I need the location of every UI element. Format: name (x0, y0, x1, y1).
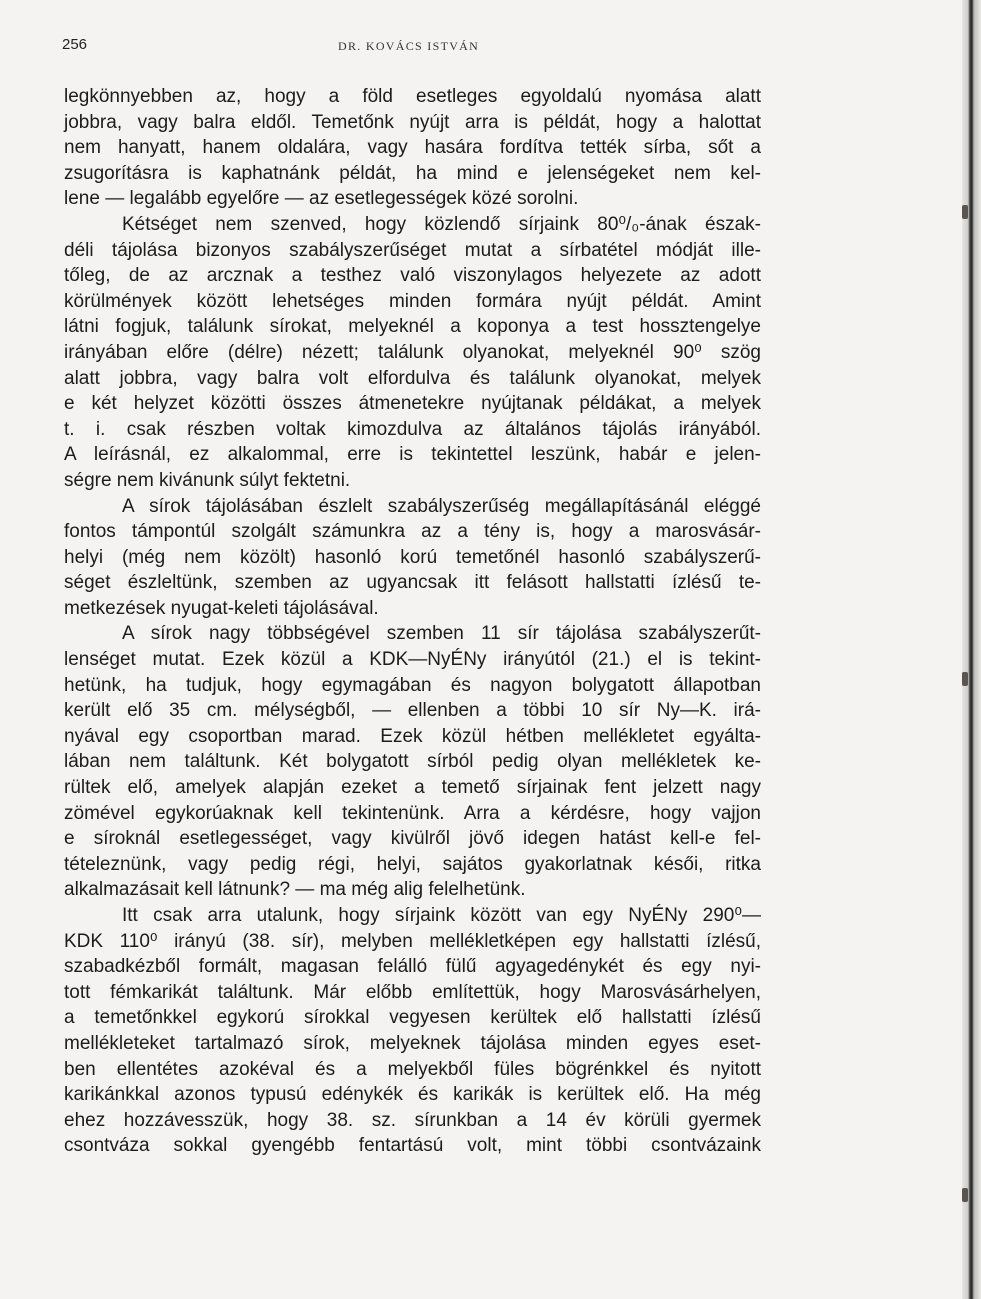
text-line: legkönnyebben az, hogy a föld esetleges egyoldalú nyomása alatt (64, 86, 761, 107)
text-line: a temetőnkkel egykorú sírokkal vegyesen kerültek elő hallstatti ízlésű (64, 1007, 761, 1029)
text-line: fontos támpontúl szolgált számunkra az a tény is, hogy a marosvásár- (64, 521, 761, 543)
text-line: lene — legalább egyelőre — az esetlegességek közé sorolni. (64, 188, 579, 210)
text-line: lában nem találtunk. Két bolygatott sírból pedig olyan mellékletek ke- (64, 751, 761, 773)
text-line: nyával egy csoportban marad. Ezek közül hétben mellékletet egyálta- (64, 725, 761, 747)
text-line: mellékleteket tartalmazó sírok, melyeknek tájolása minden egyes eset- (64, 1032, 761, 1054)
text-line: irányában előre (délre) nézett; találunk olyanokat, melyeknél 90⁰ szög (64, 341, 761, 363)
text-line: tott fémkarikát találtunk. Már előbb említettük, hogy Marosvásárhelyen, (64, 981, 761, 1003)
paragraph (64, 621, 761, 903)
text-line: hetünk, ha tudjuk, hogy egymagában és nagyon bolygatott állapotban (64, 674, 761, 696)
text-line: zsugorításra is kaphatnánk példát, ha mind e jelenségeket nem kel- (64, 162, 761, 184)
text-line: szabadkézből formált, magasan felálló fülű agyagedénykét és egy nyi- (64, 956, 761, 978)
page-header (62, 36, 762, 58)
text-line: került elő 35 cm. mélységből, — ellenben a többi 10 sír Ny—K. irá- (64, 700, 761, 722)
binding-mark (962, 672, 968, 686)
text-line: séget észleltünk, szemben az ugyancsak itt felásott hallstatti ízlésű te- (64, 572, 761, 594)
text-line: látni fogjuk, találunk sírokat, melyeknél a koponya a test hossztengelye (64, 316, 761, 338)
text-line: nem hanyatt, hanem oldalára, vagy hasára fordítva tették sírba, sőt a (64, 137, 761, 159)
body-text (64, 84, 761, 1159)
text-line: ehez hozzávesszük, hogy 38. sz. sírunkban a 14 év körüli gyermek (64, 1109, 761, 1131)
running-head: DR. KOVÁCS ISTVÁN (338, 39, 480, 53)
text-line: csontváza sokkal gyengébb fentartású volt, mint többi csontvázaink (64, 1135, 761, 1157)
page-binding-edge (962, 0, 981, 1299)
text-line: déli tájolása bizonyos szabályszerűséget mutat a sírbatétel módját ille- (64, 239, 761, 261)
text-line: e két helyzet közötti összes átmenetekre nyújtanak példákat, a melyek (64, 393, 761, 415)
paragraph (64, 494, 761, 622)
text-line: ben ellentétes azokéval és a melyekből füles bögrénkkel és nyitott (64, 1058, 761, 1080)
text-line: t. i. csak részben voltak kimozdulva az általános tájolás irányából. (64, 418, 761, 440)
text-line: karikánkkal azonos typusú edénykék és karikák is kerültek elő. Ha még (64, 1084, 761, 1106)
binding-mark (962, 1188, 968, 1202)
text-line: A sírok tájolásában észlelt szabályszerűség megállapításánál eléggé (122, 495, 761, 517)
text-line: alatt jobbra, vagy balra volt elfordulva és találunk olyanokat, melyek (64, 367, 761, 389)
paragraph (64, 212, 761, 494)
text-line: lenséget mutat. Ezek közül a KDK—NyÉNy irányútól (21.) el is tekint- (64, 649, 761, 671)
text-line: A leírásnál, ez alkalommal, erre is tekintettel leszünk, habár e jelen- (64, 444, 761, 466)
paragraph (64, 84, 761, 212)
text-line: KDK 110⁰ irányú (38. sír), melyben mellékletképen egy hallstatti ízlésű, (64, 930, 761, 952)
text-line: alkalmazásait kell látnunk? — ma még alig felelhetünk. (64, 879, 526, 901)
text-line: helyi (még nem közölt) hasonló korú temetőnél hasonló szabályszerű- (64, 546, 761, 568)
text-line: tételeznünk, vagy pedig régi, helyi, sajátos gyakorlatnak késői, ritka (64, 853, 761, 875)
text-line: zömével egykorúaknak kell tekintenünk. Arra a kérdésre, hogy vajjon (64, 802, 761, 824)
paragraph (64, 903, 761, 1159)
text-line: tőleg, de az arcznak a testhez való viszonylagos helyezete az adott (64, 265, 761, 287)
binding-mark (962, 205, 968, 219)
text-line: Itt csak arra utalunk, hogy sírjaink között van egy NyÉNy 290⁰— (122, 905, 761, 926)
text-line: Kétséget nem szenved, hogy közlendő sírjaink 80⁰/₀-ának észak- (122, 213, 761, 235)
text-line: metkezések nyugat-keleti tájolásával. (64, 597, 379, 619)
text-line: A sírok nagy többségével szemben 11 sír tájolása szabályszerűt- (122, 623, 761, 645)
text-line: jobbra, vagy balra eldől. Temetőnk nyújt arra is példát, hogy a halottat (64, 111, 761, 133)
text-line: e síroknál esetlegességet, vagy kivülről jövő idegen hatást kell-e fel- (64, 828, 761, 850)
text-line: rültek elő, amelyek alapján ezeket a temető sírjainak fent jelzett nagy (64, 777, 761, 799)
text-line: körülmények között lehetséges minden formára nyújt példát. Amint (64, 290, 761, 312)
text-line: ségre nem kivánunk súlyt fektetni. (64, 469, 351, 491)
page-number: 256 (62, 36, 88, 53)
